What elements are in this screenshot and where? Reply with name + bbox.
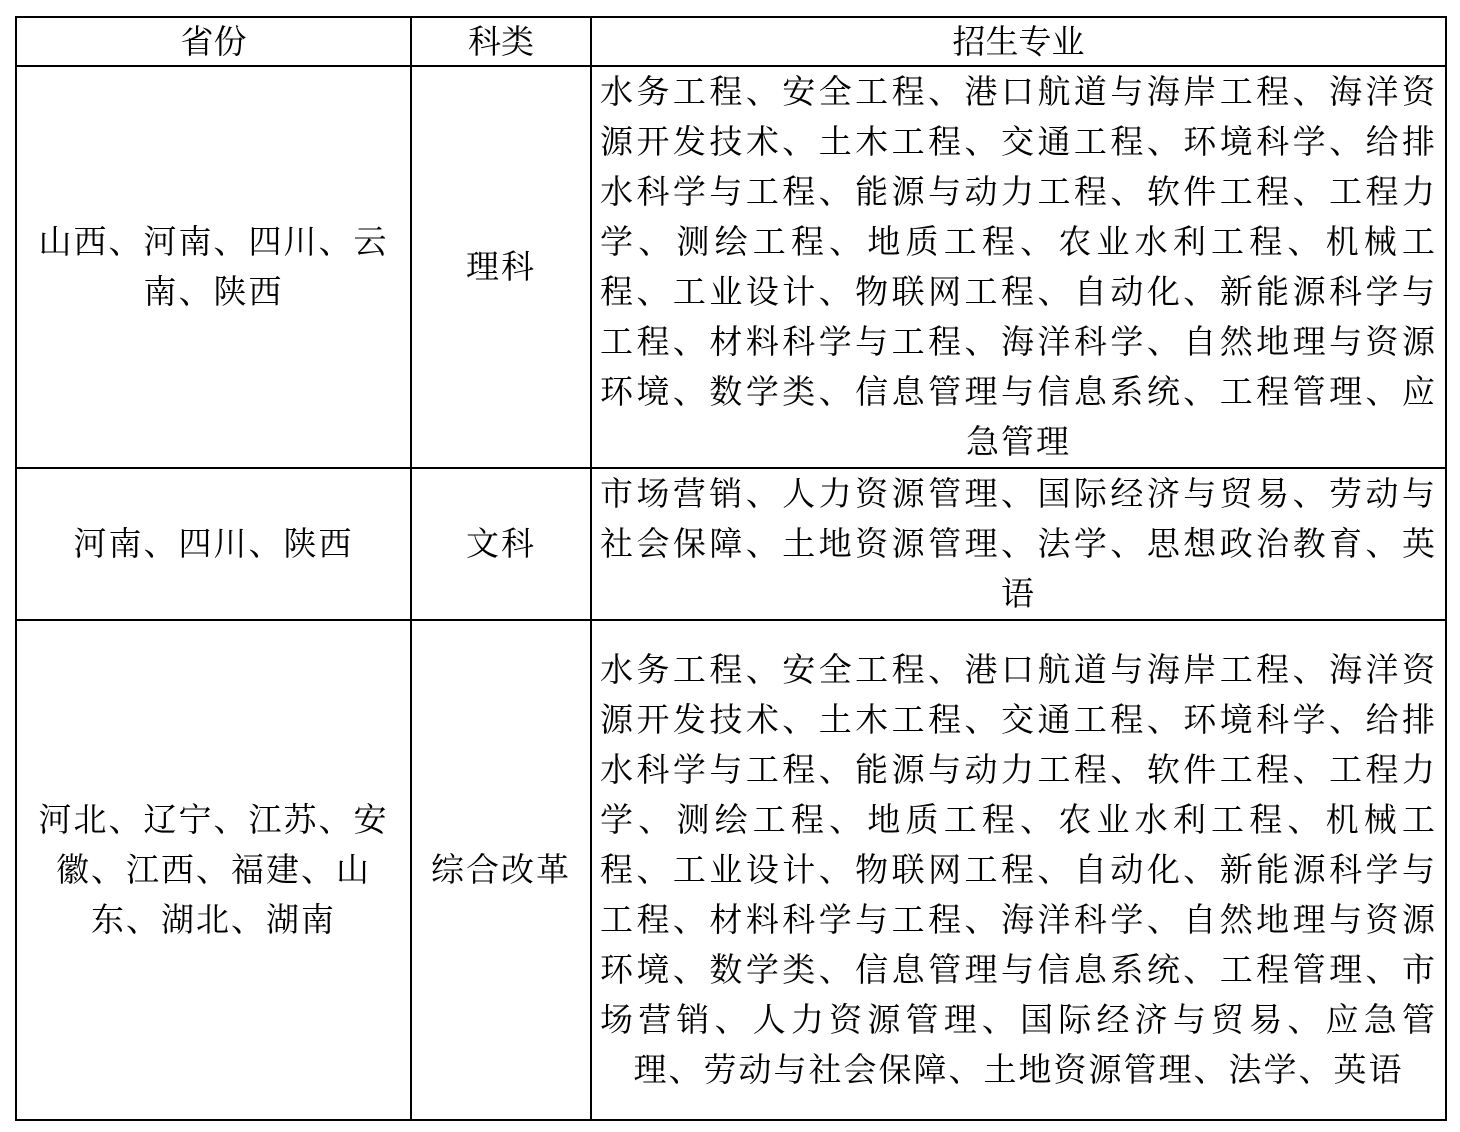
province-cell: 河南、四川、陕西	[16, 468, 411, 620]
majors-cell: 市场营销、人力资源管理、国际经济与贸易、劳动与社会保障、土地资源管理、法学、思想政治教育、英语	[591, 468, 1446, 620]
category-cell: 文科	[411, 468, 591, 620]
table-row	[16, 66, 1446, 468]
header-province: 省份	[16, 17, 411, 66]
category-cell: 理科	[411, 66, 591, 468]
table-row	[16, 468, 1446, 620]
category-cell: 综合改革	[411, 620, 591, 1120]
majors-cell: 水务工程、安全工程、港口航道与海岸工程、海洋资源开发技术、土木工程、交通工程、环境科学、给排水科学与工程、能源与动力工程、软件工程、工程力学、测绘工程、地质工程、农业水利工程、机械工程、工业设计、物联网工程、自动化、新能源科学与工程、材料科学与工程、海洋科学、自然地理与资源环境、数学类、信息管理与信息系统、工程管理、应急管理	[591, 66, 1446, 468]
admissions-table	[15, 16, 1447, 1121]
province-cell: 河北、辽宁、江苏、安徽、江西、福建、山东、湖北、湖南	[16, 620, 411, 1120]
header-majors: 招生专业	[591, 17, 1446, 66]
header-row	[16, 17, 1446, 66]
majors-cell: 水务工程、安全工程、港口航道与海岸工程、海洋资源开发技术、土木工程、交通工程、环境科学、给排水科学与工程、能源与动力工程、软件工程、工程力学、测绘工程、地质工程、农业水利工程、机械工程、工业设计、物联网工程、自动化、新能源科学与工程、材料科学与工程、海洋科学、自然地理与资源环境、数学类、信息管理与信息系统、工程管理、市场营销、人力资源管理、国际经济与贸易、应急管理、劳动与社会保障、土地资源管理、法学、英语	[591, 620, 1446, 1120]
header-category: 科类	[411, 17, 591, 66]
table-row	[16, 620, 1446, 1120]
province-cell: 山西、河南、四川、云南、陕西	[16, 66, 411, 468]
